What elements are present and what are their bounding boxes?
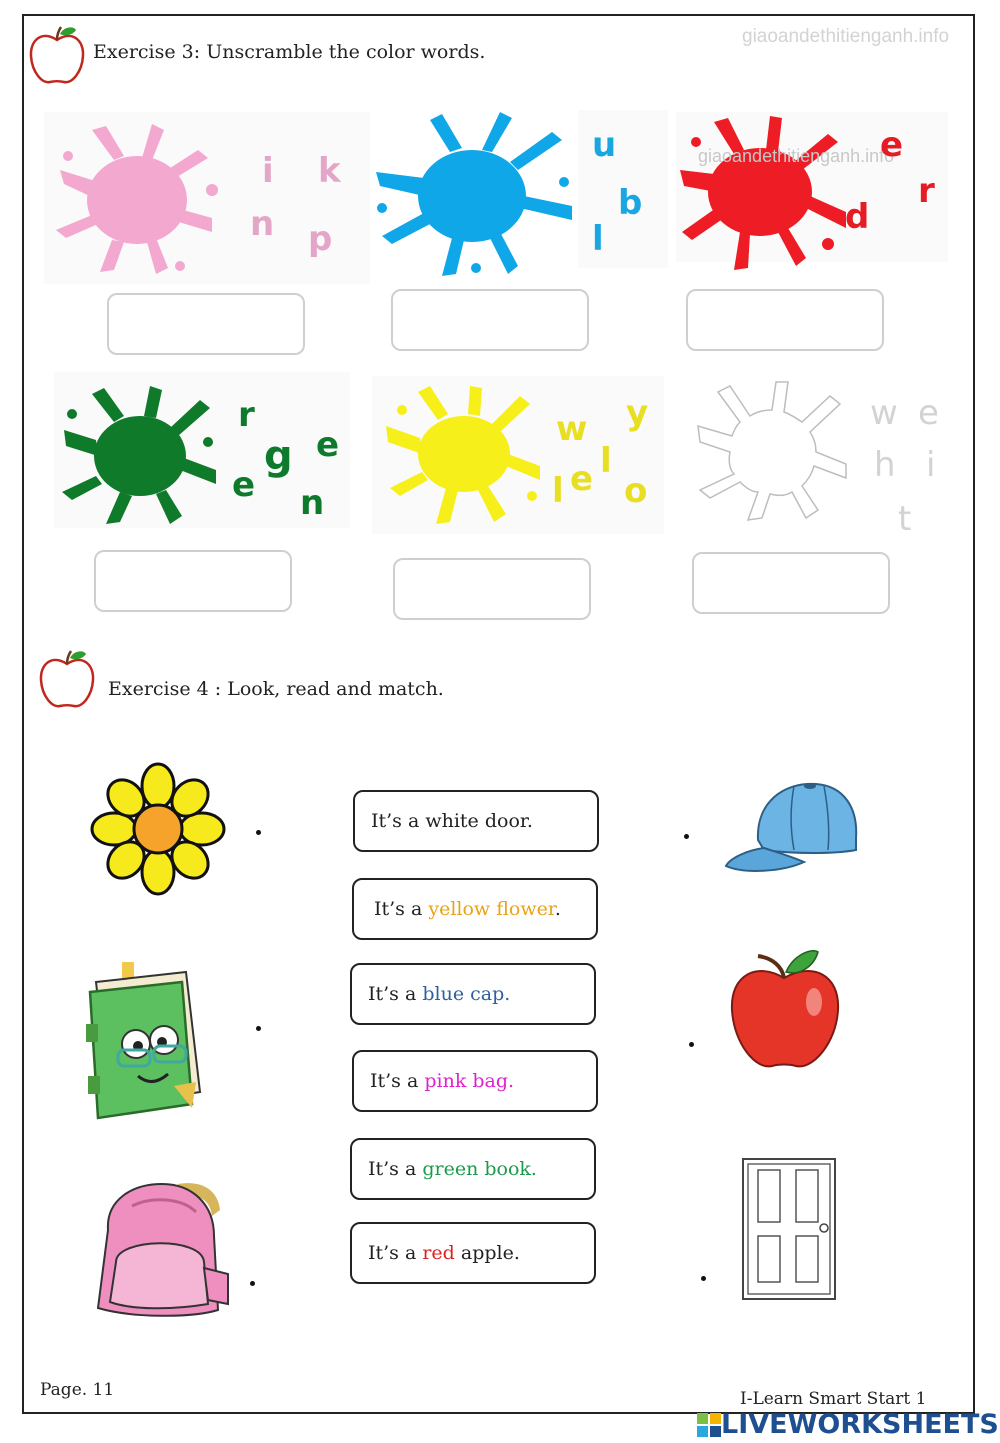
sentence-suffix: apple. bbox=[454, 1242, 520, 1264]
apple-icon bbox=[728, 948, 842, 1072]
scrambled-letter: r bbox=[918, 171, 935, 211]
scrambled-letter: l bbox=[600, 441, 612, 481]
scrambled-letter: n bbox=[300, 483, 325, 523]
match-dot-left-3[interactable] bbox=[250, 1281, 255, 1286]
sentence-prefix: It’s a bbox=[370, 1070, 425, 1092]
answer-box-3[interactable] bbox=[686, 289, 884, 351]
page-number: Page. 11 bbox=[40, 1380, 115, 1400]
sentence-prefix: It’s a bbox=[374, 898, 429, 920]
green-paint-splash-icon bbox=[60, 384, 220, 526]
sentence-box-6[interactable] bbox=[350, 1222, 596, 1284]
scrambled-letter: t bbox=[898, 499, 912, 539]
sentence-colored: blue cap. bbox=[422, 983, 511, 1005]
scrambled-letter: w bbox=[556, 409, 588, 449]
cap-icon bbox=[724, 778, 862, 878]
sentence-suffix: . bbox=[554, 898, 561, 920]
sentence-prefix: It’s a bbox=[371, 810, 426, 832]
scrambled-letter: o bbox=[624, 471, 648, 511]
match-dot-right-1[interactable] bbox=[684, 834, 689, 839]
scrambled-letter: k bbox=[318, 151, 341, 191]
blue-paint-splash-icon bbox=[372, 108, 578, 280]
sentence-box-4[interactable] bbox=[352, 1050, 598, 1112]
answer-box-4[interactable] bbox=[94, 550, 292, 612]
scrambled-letter: i bbox=[262, 151, 274, 191]
sentence-suffix: white door. bbox=[425, 810, 533, 832]
answer-box-5[interactable] bbox=[393, 558, 591, 620]
sentence-prefix: It’s a bbox=[368, 1158, 423, 1180]
scrambled-letter: e bbox=[232, 465, 256, 505]
pink-paint-splash-icon bbox=[52, 120, 222, 278]
exercise3-title: Exercise 3: Unscramble the color words. bbox=[93, 41, 486, 63]
scrambled-letter: e bbox=[880, 125, 904, 165]
yellow-paint-splash-icon bbox=[382, 384, 542, 526]
liveworksheets-logo-icon bbox=[697, 1413, 721, 1437]
flower-icon bbox=[88, 762, 228, 896]
apple-bullet-icon bbox=[38, 648, 96, 712]
scrambled-letter: l bbox=[592, 219, 604, 259]
scrambled-letter: e bbox=[918, 393, 939, 433]
book-icon bbox=[78, 958, 218, 1128]
sentence-box-3[interactable] bbox=[350, 963, 596, 1025]
match-dot-left-2[interactable] bbox=[256, 1026, 261, 1031]
scrambled-letter: g bbox=[264, 433, 293, 479]
sentence-colored: green book. bbox=[422, 1158, 537, 1180]
bag-icon bbox=[92, 1176, 232, 1324]
sentence-colored: pink bag. bbox=[424, 1070, 515, 1092]
answer-box-6[interactable] bbox=[692, 552, 890, 614]
sentence-colored: yellow flower bbox=[428, 898, 555, 920]
sentence-prefix: It’s a bbox=[368, 983, 423, 1005]
scrambled-letter: i bbox=[926, 445, 936, 485]
apple-bullet-icon bbox=[28, 24, 86, 88]
scrambled-letter: h bbox=[874, 445, 896, 485]
liveworksheets-logo bbox=[697, 1409, 999, 1440]
scrambled-letter: b bbox=[618, 183, 643, 223]
sentence-colored: red bbox=[422, 1242, 455, 1264]
door-icon bbox=[740, 1156, 838, 1302]
match-dot-right-2[interactable] bbox=[689, 1042, 694, 1047]
scrambled-letter: d bbox=[845, 197, 870, 237]
scrambled-letter: n bbox=[250, 204, 275, 244]
liveworksheets-brand-text: LIVEWORKSHEETS bbox=[721, 1409, 999, 1440]
watermark-text: giaoandethitienganh.info bbox=[742, 26, 950, 47]
answer-box-1[interactable] bbox=[107, 293, 305, 355]
white-paint-splash-icon bbox=[692, 378, 848, 524]
red-paint-splash-icon bbox=[678, 112, 848, 274]
scrambled-letter: e bbox=[570, 459, 594, 499]
scrambled-letter: e bbox=[316, 425, 340, 465]
scrambled-letter: r bbox=[238, 395, 255, 435]
sentence-prefix: It’s a bbox=[368, 1242, 423, 1264]
splash-watermark-text: giaoandethitienganh.info bbox=[698, 146, 895, 166]
scrambled-letter: u bbox=[592, 125, 617, 165]
sentence-box-1[interactable] bbox=[353, 790, 599, 852]
book-title: I-Learn Smart Start 1 bbox=[740, 1389, 927, 1409]
scrambled-letter: l bbox=[552, 471, 564, 511]
match-dot-left-1[interactable] bbox=[256, 830, 261, 835]
scrambled-letter: p bbox=[308, 219, 333, 259]
scrambled-letter: y bbox=[626, 393, 649, 433]
sentence-box-5[interactable] bbox=[350, 1138, 596, 1200]
match-dot-right-3[interactable] bbox=[701, 1276, 706, 1281]
scrambled-letter: w bbox=[870, 393, 898, 433]
exercise4-title: Exercise 4 : Look, read and match. bbox=[108, 678, 444, 700]
sentence-box-2[interactable] bbox=[352, 878, 598, 940]
answer-box-2[interactable] bbox=[391, 289, 589, 351]
